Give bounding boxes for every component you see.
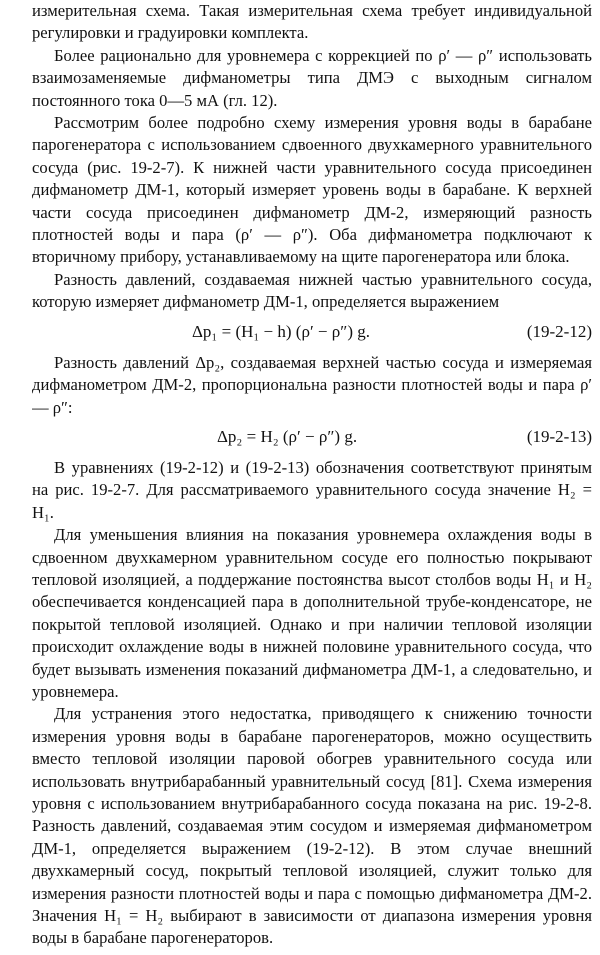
paragraph-inner-drum-vessel: Для устранения этого недостатка, приводящего к снижению точности измерения уровня воды в барабане парогенераторов, можно осуществить вместо тепловой изоляции паровой обогрев уравнительного сосуда или использовать внутрибарабанный уравнительный сосуд [81]. Схема измерения уровня с использованием внутрибарабанного сосуда показана на рис. 19-2-8. Разность давлений, создаваемая этим сосудом и измеряемая дифманометром ДМ-1, определяется выражением (19-2-12). В этом случае внешний двухкамерный сосуд, покрытый тепловой изоляцией, служит только для измерения разности плотностей воды и пара с помощью дифманометра ДМ-2. Значения H₁ = H₂ выбирают в зависимости от диапазона измерения уровня воды в барабане парогенераторов. (32, 704, 592, 948)
paragraph-continuation: измерительная схема. Такая измерительная схема требует индивидуальной регулировки и градуировки комплекта. (32, 1, 592, 43)
equation-formula: Δp₁ = (H₁ − h) (ρ′ − ρ″) g. (192, 321, 370, 341)
equation-formula: Δp₂ = H₂ (ρ′ − ρ″) g. (217, 426, 358, 446)
equation-19-2-13 (32, 419, 592, 457)
equation-number: (19-2-12) (526, 321, 592, 341)
paragraph-thermal-insulation: Для уменьшения влияния на показания уровнемера охлаждения воды в сдвоенном двухкамерном уравнительном сосуде его полностью покрывают тепловой изоляцией, а поддержание постоянства высот столбов воды H₁ и H₂ обеспечивается конденсацией пара в дополнительной трубе-конденсаторе, не покрытой тепловой изоляцией. Однако и при наличии тепловой изоляции происходит охлаждение воды в нижней половине уравнительного сосуда, что будет вызывать изменения показаний дифманометра ДМ-1, а следовательно, и уровнемера. (32, 525, 592, 701)
paragraph-lower-part-pressure: Разность давлений, создаваемая нижней частью уравнительного сосуда, которую измеряет дифманометр ДМ-1, определяется выражением (32, 269, 592, 312)
equation-number: (19-2-13) (526, 426, 592, 446)
document-page (32, 0, 592, 955)
paragraph-notation: В уравнениях (19-2-12) и (19-2-13) обозначения соответствуют принятым на рис. 19-2-7. Для рассматриваемого уравнительного сосуда значение H₂ = H₁. (32, 457, 592, 522)
paragraph-measurement-scheme: Рассмотрим более подробно схему измерения уровня воды в барабане парогенератора с использованием сдвоенного двухкамерного уравнительного сосуда (рис. 19-2-7). К нижней части уравнительного сосуда присоединен дифманометр ДМ-1, который измеряет уровень воды в барабане. К верхней части сосуда присоединен дифманометр ДМ-2, измеряющий разность плотностей воды и пара (ρ′ — ρ″). Оба дифманометра подключают к вторичному прибору, устанавливаемому на щите парогенератора или блока. (32, 113, 592, 267)
paragraph-upper-part-pressure: Разность давлений Δp₂, создаваемая верхней частью сосуда и измеряемая дифманометром ДМ-2, пропорциональна разности плотностей воды и пара ρ′ — ρ″: (32, 352, 592, 417)
equation-19-2-12 (32, 314, 592, 352)
paragraph-correction-method: Более рационально для уровнемера с коррекцией по ρ′ — ρ″ использовать взаимозаменяемые дифманометры типа ДМЭ с выходным сигналом постоянного тока 0—5 мА (гл. 12). (32, 45, 592, 110)
